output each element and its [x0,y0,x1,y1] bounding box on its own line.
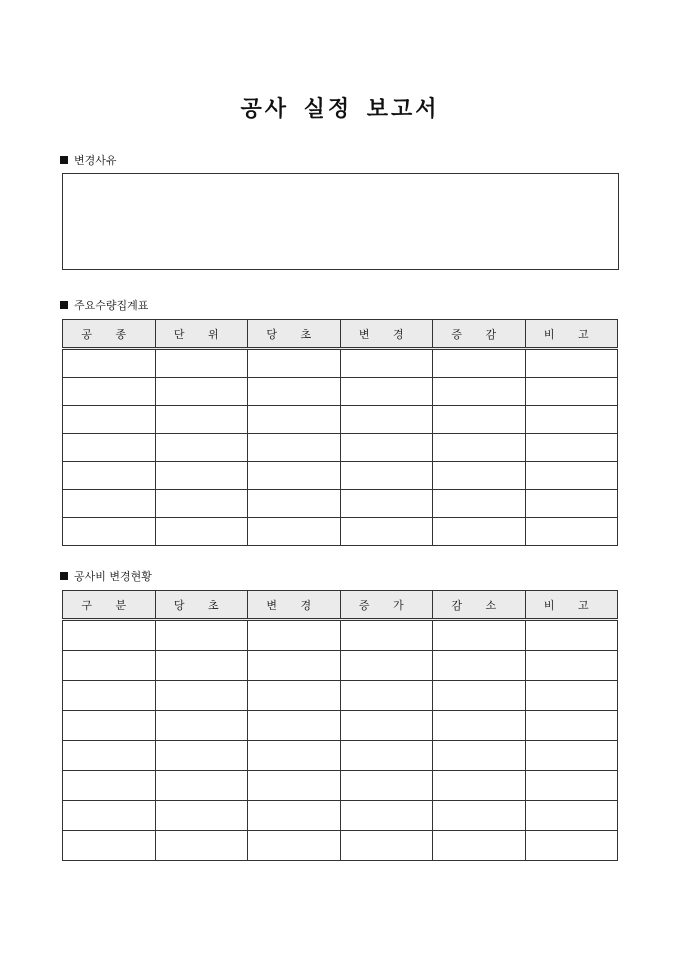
table-cell[interactable] [155,462,248,490]
table-cell[interactable] [155,349,248,378]
table-cell[interactable] [525,462,618,490]
reason-label-text: 변경사유 [74,154,117,167]
table-cell[interactable] [340,462,433,490]
table-cell[interactable] [248,771,341,801]
table-cell[interactable] [155,378,248,406]
table-cell[interactable] [63,651,156,681]
table-cell[interactable] [155,801,248,831]
table-cell[interactable] [525,831,618,861]
table-row [63,711,618,741]
table-row [63,771,618,801]
table-cell[interactable] [340,490,433,518]
header-cell: 비 고 [525,320,618,349]
table-cell[interactable] [433,378,526,406]
table-cell[interactable] [340,349,433,378]
table-cell[interactable] [248,681,341,711]
table-cell[interactable] [433,831,526,861]
table-cell[interactable] [248,378,341,406]
table-cell[interactable] [433,434,526,462]
table-cell[interactable] [248,490,341,518]
table-cell[interactable] [433,771,526,801]
header-cell: 당 초 [248,320,341,349]
table-cell[interactable] [525,741,618,771]
table-row [63,620,618,651]
table-cell[interactable] [155,518,248,546]
table-cell[interactable] [525,518,618,546]
table-cell[interactable] [63,518,156,546]
table-header-row [63,591,618,620]
table-row [63,831,618,861]
table-row [63,651,618,681]
table-cell[interactable] [63,490,156,518]
table-cell[interactable] [525,406,618,434]
table-cell[interactable] [525,771,618,801]
quantity-section-label [60,297,148,313]
table-cell[interactable] [340,434,433,462]
table-cell[interactable] [433,651,526,681]
table-cell[interactable] [248,434,341,462]
table-row [63,490,618,518]
table-cell[interactable] [248,462,341,490]
table-cell[interactable] [248,801,341,831]
table-cell[interactable] [340,831,433,861]
header-cell: 변 경 [340,320,433,349]
header-cell: 비 고 [525,591,618,620]
table-cell[interactable] [525,620,618,651]
table-cell[interactable] [340,771,433,801]
table-row [63,681,618,711]
table-cell[interactable] [63,771,156,801]
table-cell[interactable] [63,406,156,434]
table-row [63,462,618,490]
table-cell[interactable] [525,490,618,518]
header-cell: 구 분 [63,591,156,620]
table-cell[interactable] [155,651,248,681]
header-cell: 당 초 [155,591,248,620]
square-bullet-icon [60,572,68,580]
table-cell[interactable] [248,620,341,651]
table-cell[interactable] [340,741,433,771]
reason-text-area[interactable] [62,173,619,270]
table-cell[interactable] [248,349,341,378]
table-cell[interactable] [155,490,248,518]
quantity-label-text: 주요수량집계표 [74,299,149,312]
cost-label-text: 공사비 변경현황 [74,570,152,583]
quantity-summary-table [62,319,618,546]
table-cell[interactable] [63,681,156,711]
table-cell[interactable] [433,490,526,518]
table-cell[interactable] [340,378,433,406]
table-cell[interactable] [433,406,526,434]
table-cell[interactable] [525,681,618,711]
header-cell: 단 위 [155,320,248,349]
table-cell[interactable] [155,406,248,434]
table-cell[interactable] [525,349,618,378]
table-row [63,406,618,434]
reason-section-label [60,152,117,168]
table-cell[interactable] [433,801,526,831]
table-cell[interactable] [340,681,433,711]
table-cell[interactable] [155,831,248,861]
table-cell[interactable] [433,518,526,546]
table-row [63,434,618,462]
table-cell[interactable] [155,771,248,801]
table-cell[interactable] [340,406,433,434]
table-cell[interactable] [155,741,248,771]
header-cell: 증 감 [433,320,526,349]
table-cell[interactable] [63,801,156,831]
table-row [63,349,618,378]
table-header-row [63,320,618,349]
table-cell[interactable] [433,681,526,711]
table-cell[interactable] [63,349,156,378]
table-cell[interactable] [525,801,618,831]
table-cell[interactable] [340,711,433,741]
table-cell[interactable] [525,711,618,741]
table-cell[interactable] [340,620,433,651]
page-title: 공사 실정 보고서 [240,97,440,122]
table-cell[interactable] [248,831,341,861]
table-cell[interactable] [525,434,618,462]
table-cell[interactable] [155,681,248,711]
table-cell[interactable] [248,741,341,771]
table-cell[interactable] [433,741,526,771]
cost-section-label [60,568,152,584]
table-cell[interactable] [63,378,156,406]
table-cell[interactable] [340,518,433,546]
table-cell[interactable] [433,711,526,741]
table-cell[interactable] [248,651,341,681]
table-cell[interactable] [63,462,156,490]
table-cell[interactable] [433,349,526,378]
square-bullet-icon [60,156,68,164]
table-cell[interactable] [63,434,156,462]
header-cell: 변 경 [248,591,341,620]
table-cell[interactable] [155,434,248,462]
header-cell: 증 가 [340,591,433,620]
cost-change-table [62,590,618,861]
table-cell[interactable] [248,518,341,546]
table-cell[interactable] [63,620,156,651]
table-cell[interactable] [525,378,618,406]
table-cell[interactable] [63,831,156,861]
header-cell: 감 소 [433,591,526,620]
table-cell[interactable] [525,651,618,681]
table-cell[interactable] [340,801,433,831]
table-cell[interactable] [63,741,156,771]
table-row [63,518,618,546]
table-cell[interactable] [248,711,341,741]
table-cell[interactable] [63,711,156,741]
header-cell: 공 종 [63,320,156,349]
table-cell[interactable] [433,620,526,651]
table-cell[interactable] [340,651,433,681]
table-cell[interactable] [155,711,248,741]
table-cell[interactable] [248,406,341,434]
table-row [63,741,618,771]
table-cell[interactable] [433,462,526,490]
square-bullet-icon [60,301,68,309]
table-cell[interactable] [155,620,248,651]
table-row [63,801,618,831]
table-row [63,378,618,406]
